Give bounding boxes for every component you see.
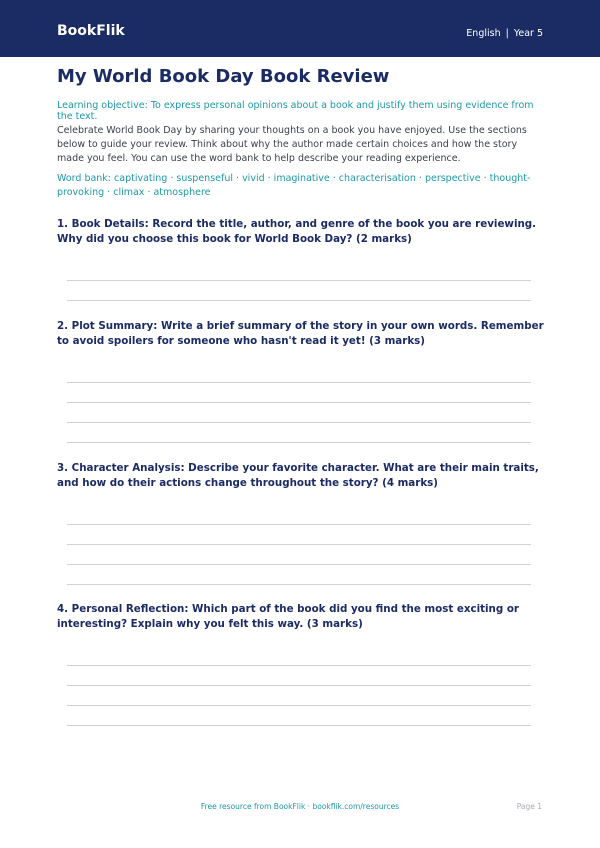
question-3: 3. Character Analysis: Describe your favorite character. What are their main traits, and how do their actions change throughout the story? (4 marks) (57, 462, 539, 489)
subject-label: English (466, 28, 501, 39)
subject-year-label (466, 28, 543, 39)
header-separator: | (505, 28, 509, 39)
header-bar (0, 0, 600, 57)
answer-line[interactable] (67, 725, 531, 726)
answer-line[interactable] (67, 300, 531, 301)
answer-line[interactable] (67, 705, 531, 706)
page-number: Page 1 (516, 802, 542, 811)
year-label: Year 5 (513, 28, 543, 39)
answer-line[interactable] (67, 685, 531, 686)
footer-resource-link[interactable]: Free resource from BookFlik · bookflik.com/resources (200, 802, 400, 811)
answer-line[interactable] (67, 442, 531, 443)
intro-paragraph: Celebrate World Book Day by sharing your thoughts on a book you have enjoyed. Use the sections below to guide your review. Think about why the author made certain choices and how the story made you feel. You can use the word bank to help describe your reading experience. (57, 125, 527, 164)
page-title: My World Book Day Book Review (57, 66, 390, 87)
answer-line[interactable] (67, 584, 531, 585)
question-2: 2. Plot Summary: Write a brief summary of the story in your own words. Remember to avoid spoilers for someone who hasn't read it yet! (3 marks) (57, 320, 544, 347)
answer-line[interactable] (67, 402, 531, 403)
answer-line[interactable] (67, 280, 531, 281)
brand-logo: BookFlik (57, 23, 125, 39)
answer-line[interactable] (67, 665, 531, 666)
answer-line[interactable] (67, 564, 531, 565)
answer-line[interactable] (67, 382, 531, 383)
question-1: 1. Book Details: Record the title, author, and genre of the book you are reviewing. Why did you choose this book for World Book Day? (2 marks) (57, 218, 537, 245)
answer-line[interactable] (67, 524, 531, 525)
word-bank: Word bank: captivating · suspenseful · vivid · imaginative · characterisation · perspective · thought-provoking · climax · atmosphere (57, 173, 531, 198)
question-4: 4. Personal Reflection: Which part of the book did you find the most exciting or interesting? Explain why you felt this way. (3 marks) (57, 603, 519, 630)
answer-line[interactable] (67, 422, 531, 423)
answer-line[interactable] (67, 544, 531, 545)
learning-objective: Learning objective: To express personal opinions about a book and justify them using evidence from the text. (57, 100, 534, 122)
